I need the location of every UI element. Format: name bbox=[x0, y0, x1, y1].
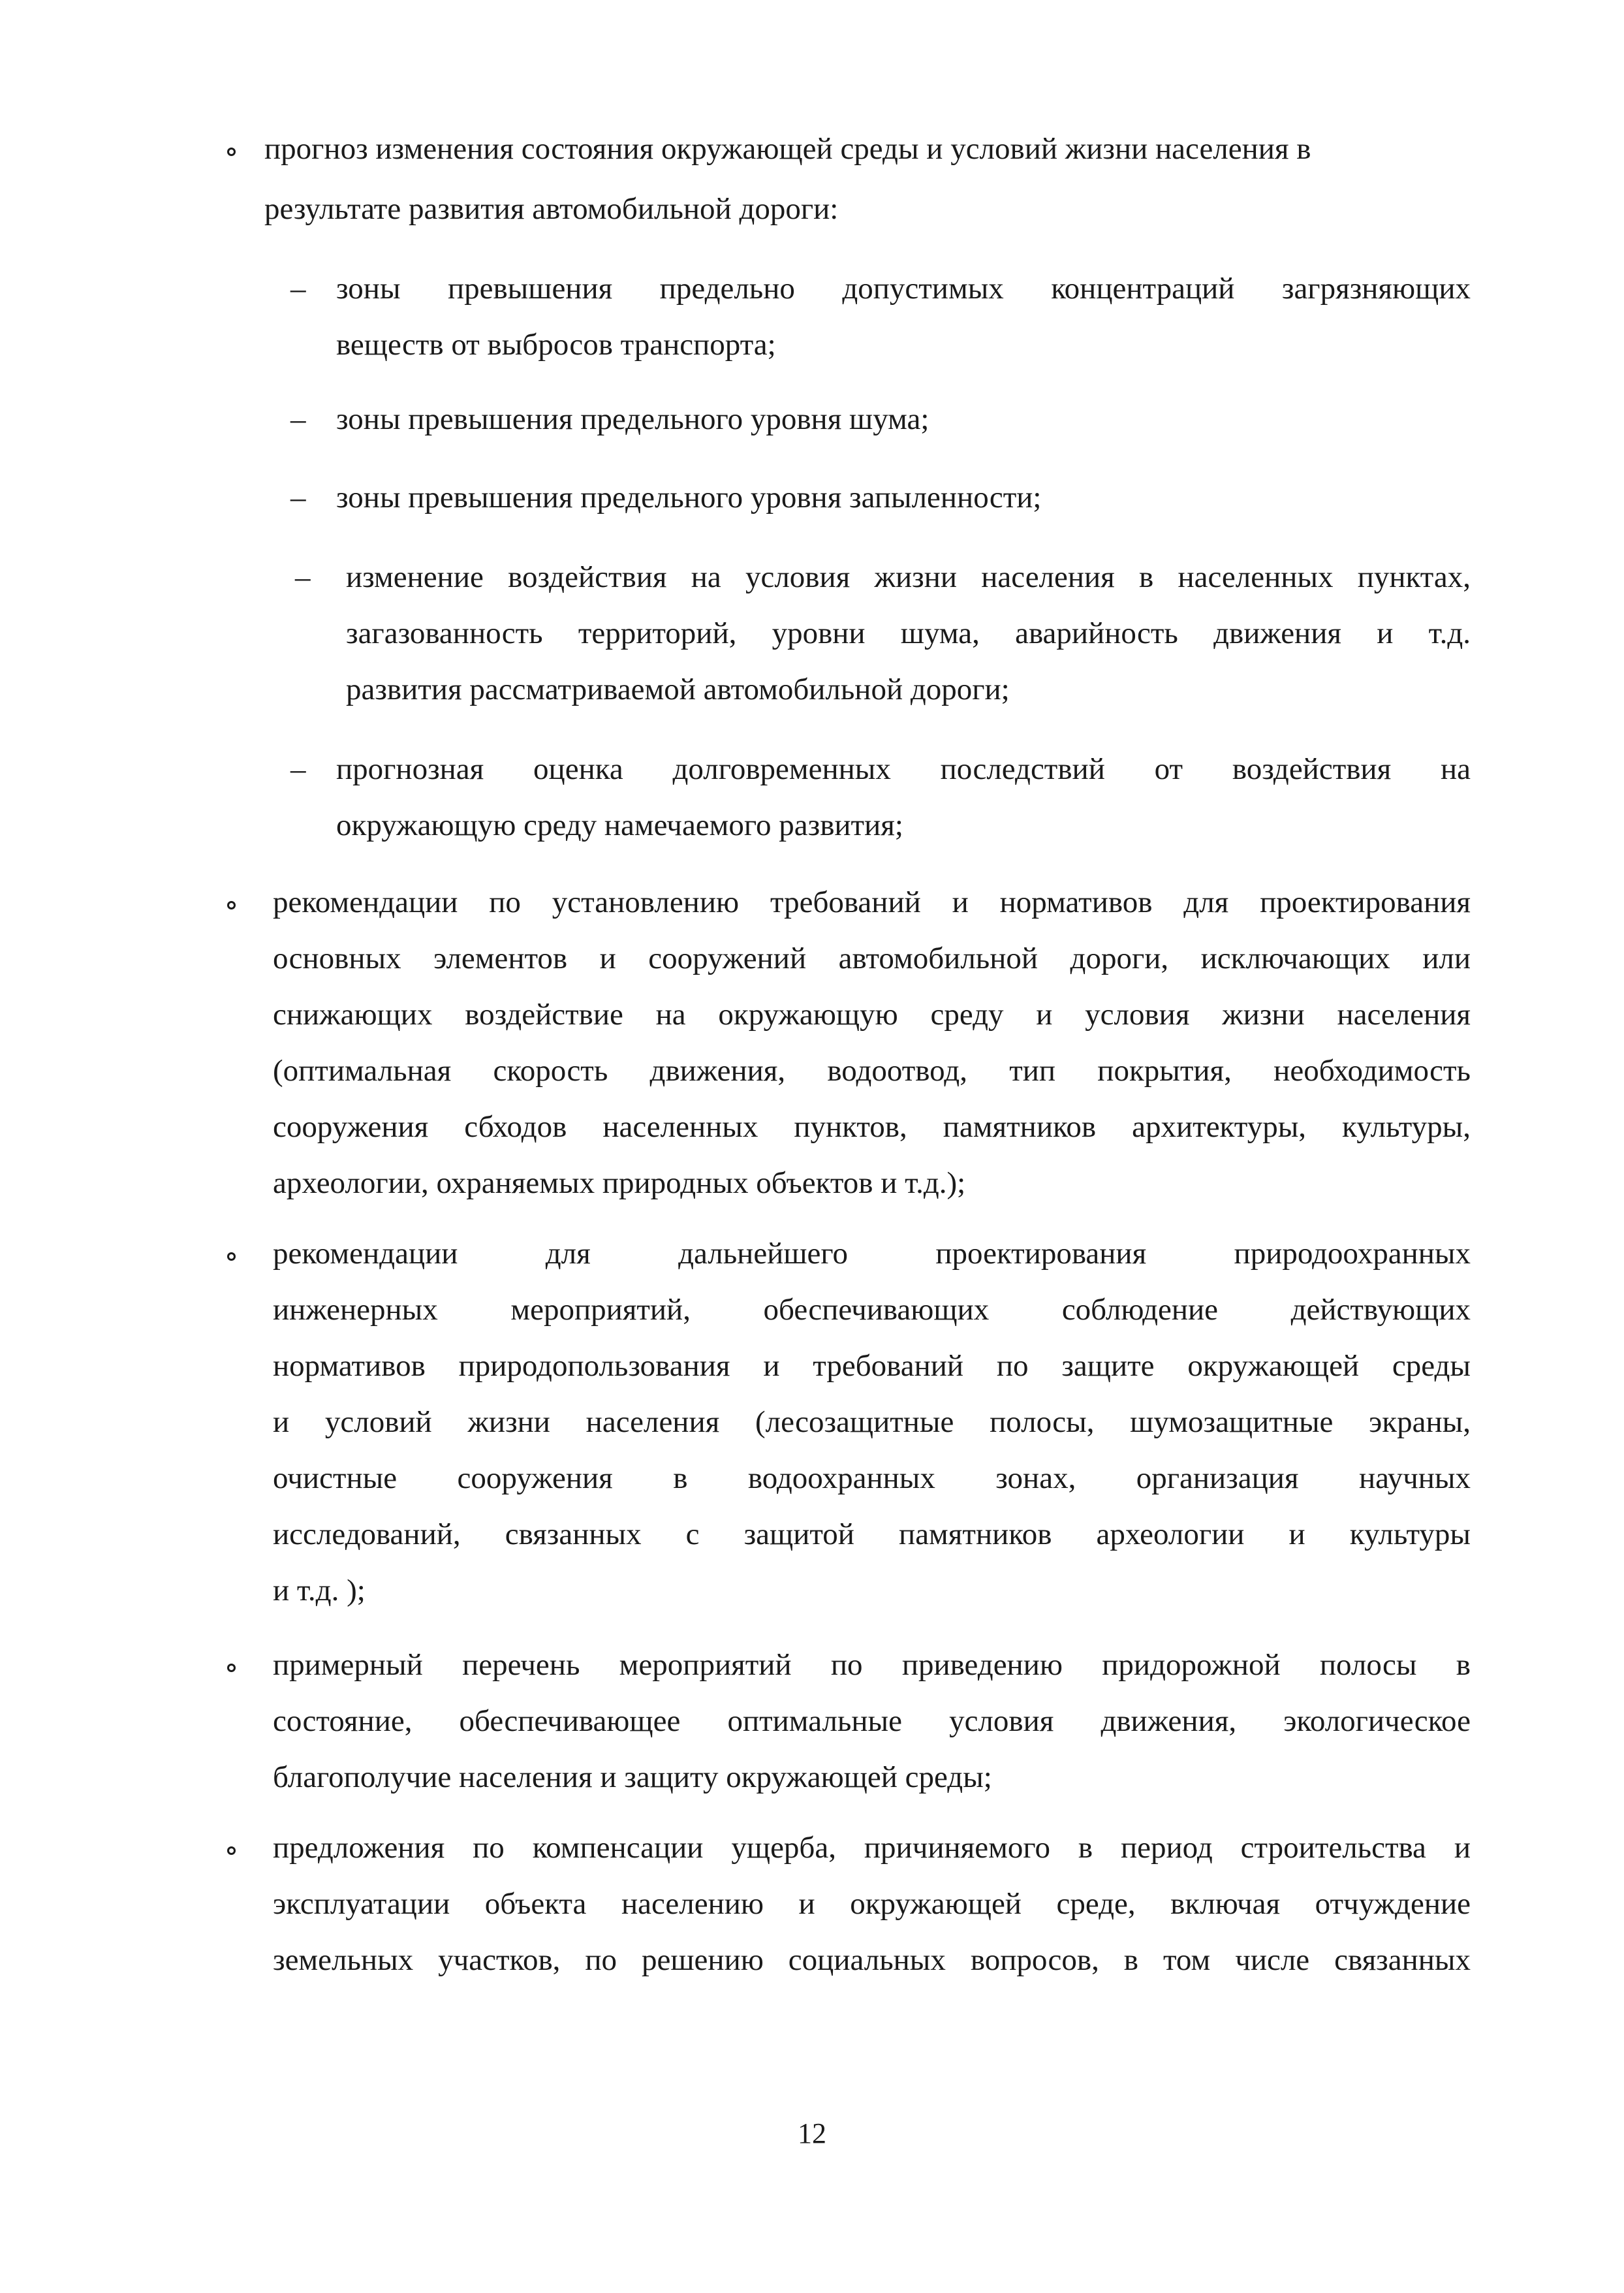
text-line: рекомендации для дальнейшего проектирования природоохранных bbox=[273, 1237, 1471, 1271]
text-line: загазованность территорий, уровни шума, аварийность движения и т.д. bbox=[346, 616, 1471, 650]
text-line: изменение воздействия на условия жизни населения в населенных пунктах, bbox=[346, 560, 1471, 594]
text-line: нормативов природопользования и требований по защите окружающей среды bbox=[273, 1349, 1471, 1383]
text-line: снижающих воздействие на окружающую среду и условия жизни населения bbox=[273, 998, 1471, 1032]
bullet-marker bbox=[227, 1846, 236, 1855]
bullet-marker bbox=[227, 901, 236, 909]
dash-marker: – bbox=[290, 272, 306, 306]
text-line: сооружения сбходов населенных пунктов, памятников архитектуры, культуры, bbox=[273, 1110, 1471, 1144]
dash-marker: – bbox=[290, 481, 306, 514]
text-line: рекомендации по установлению требований и нормативов для проектирования bbox=[273, 885, 1471, 919]
text-line: исследований, связанных с защитой памятников археологии и культуры bbox=[273, 1517, 1471, 1551]
text-line: развития рассматриваемой автомобильной дороги; bbox=[346, 672, 1010, 706]
text-line: эксплуатации объекта населению и окружающей среде, включая отчуждение bbox=[273, 1887, 1471, 1921]
text-line: и условий жизни населения (лесозащитные полосы, шумозащитные экраны, bbox=[273, 1405, 1471, 1439]
text-line: земельных участков, по решению социальных вопросов, в том числе связанных bbox=[273, 1943, 1471, 1977]
page-number: 12 bbox=[798, 2117, 826, 2149]
text-line: очистные сооружения в водоохранных зонах, организация научных bbox=[273, 1461, 1471, 1495]
text-line: состояние, обеспечивающее оптимальные условия движения, экологическое bbox=[273, 1704, 1471, 1738]
text-line: (оптимальная скорость движения, водоотвод, тип покрытия, необходимость bbox=[273, 1054, 1471, 1088]
text-line: результате развития автомобильной дороги: bbox=[264, 192, 839, 226]
bullet-marker bbox=[227, 1664, 236, 1672]
dash-marker: – bbox=[295, 560, 311, 594]
text-line: примерный перечень мероприятий по приведению придорожной полосы в bbox=[273, 1648, 1471, 1682]
text-line: прогнозная оценка долговременных последствий от воздействия на bbox=[336, 752, 1471, 786]
text-line: окружающую среду намечаемого развития; bbox=[336, 808, 903, 842]
text-line: зоны превышения предельного уровня шума; bbox=[336, 402, 929, 436]
text-line: основных элементов и сооружений автомобильной дороги, исключающих или bbox=[273, 941, 1471, 975]
dash-marker: – bbox=[290, 402, 306, 436]
text-line: предложения по компенсации ущерба, причиняемого в период строительства и bbox=[273, 1831, 1471, 1865]
text-line: и т.д. ); bbox=[273, 1573, 366, 1607]
text-line: веществ от выбросов транспорта; bbox=[336, 328, 776, 362]
text-line: зоны превышения предельно допустимых концентраций загрязняющих bbox=[336, 272, 1471, 306]
text-line: археологии, охраняемых природных объектов и т.д.); bbox=[273, 1166, 966, 1200]
dash-marker: – bbox=[290, 752, 306, 786]
text-line: зоны превышения предельного уровня запыленности; bbox=[336, 481, 1042, 514]
text-line: прогноз изменения состояния окружающей среды и условий жизни населения в bbox=[264, 132, 1311, 166]
bullet-marker bbox=[227, 148, 236, 156]
bullet-marker bbox=[227, 1252, 236, 1261]
text-line: благополучие населения и защиту окружающей среды; bbox=[273, 1760, 992, 1794]
text-line: инженерных мероприятий, обеспечивающих соблюдение действующих bbox=[273, 1293, 1471, 1327]
